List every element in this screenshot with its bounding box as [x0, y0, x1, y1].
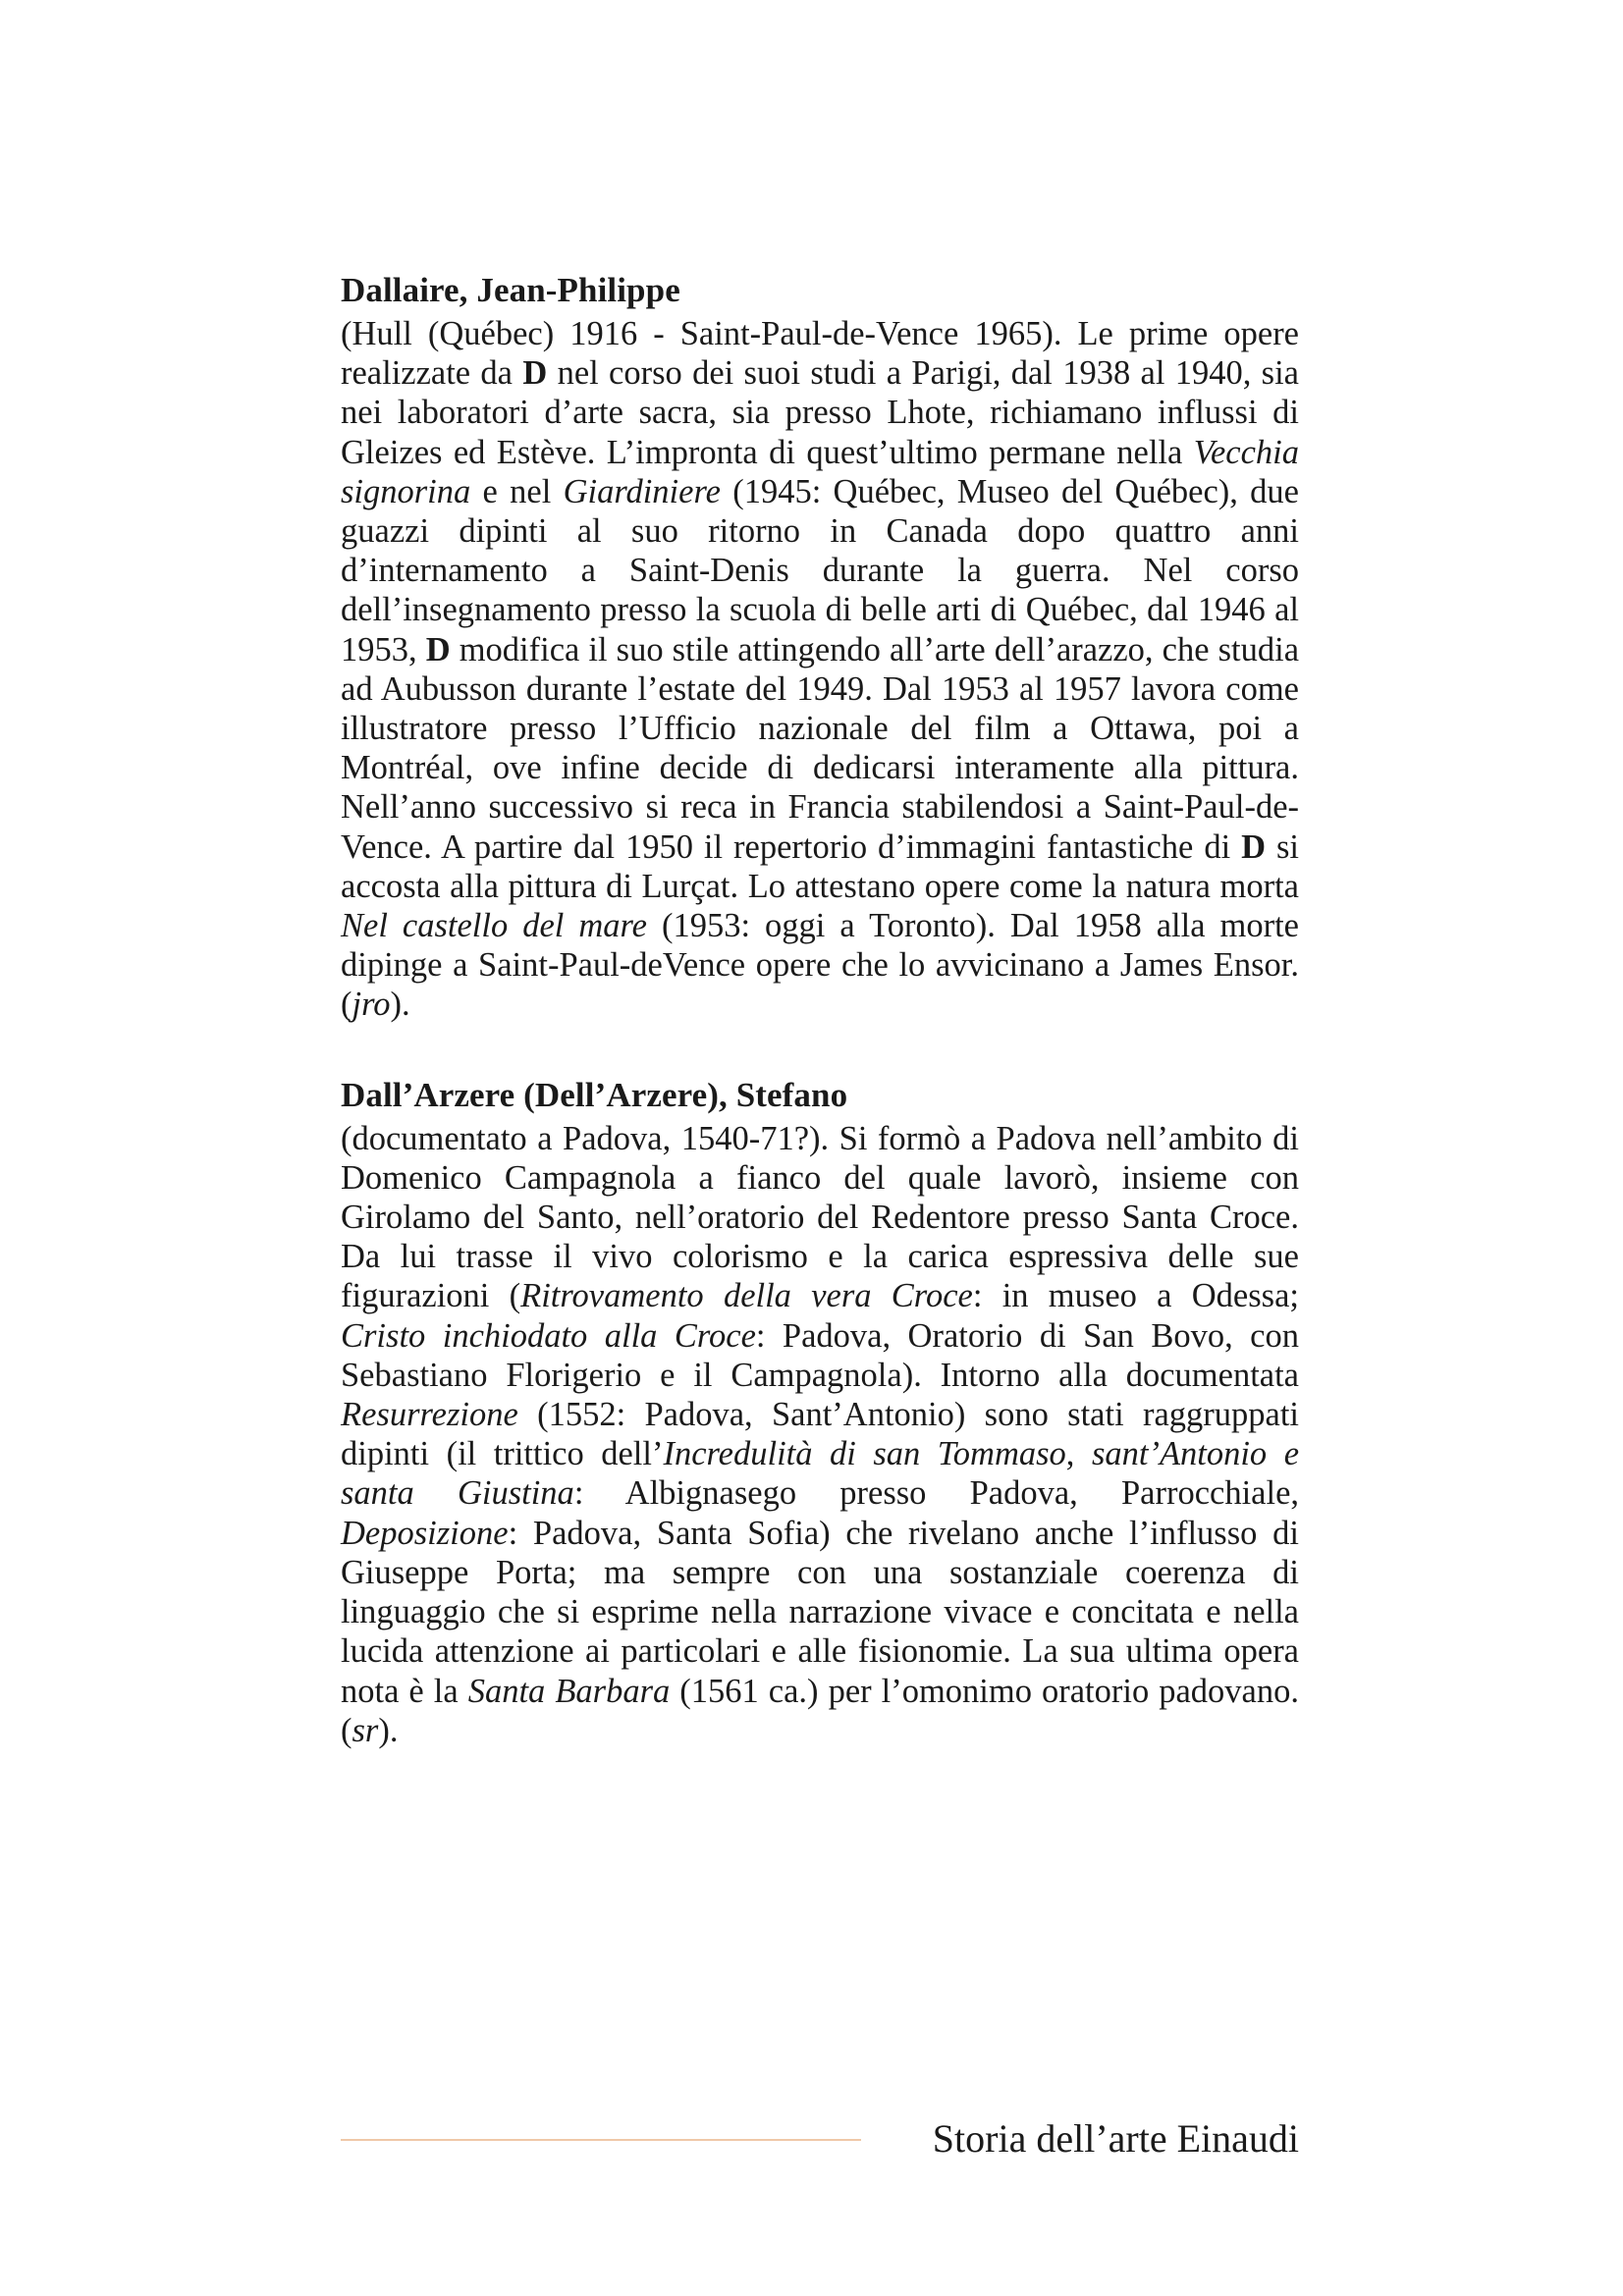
italic-text: Santa Barbara — [467, 1672, 671, 1710]
italic-text: sr — [352, 1711, 379, 1749]
entry-title: Dallaire, Jean-Philippe — [341, 271, 680, 309]
entry-title: Dall’Arzere (Dell’Arzere), Stefano — [341, 1075, 848, 1114]
entry-body — [341, 314, 1299, 1025]
text-run: : in museo a Odessa; — [972, 1277, 1299, 1315]
text-run: ). — [378, 1711, 399, 1749]
text-run: nel corso dei suoi studi a Parigi, dal 1938 al 1940, sia nei laboratori d’arte sacra, sia presso Lhote, richiamano influssi di Gleizes ed Estève. L’impronta di quest’ultimo permane nella — [341, 354, 1299, 471]
page-footer — [341, 2115, 1299, 2164]
text-run: (1552: Padova, Sant’Antonio) sono stati raggruppati dipinti (il trittico dell’ — [341, 1396, 1299, 1473]
text-run: modifica il suo stile attingendo all’arte dell’arazzo, che studia ad Aubusson durante l’estate del 1949. Dal 1953 al 1957 lavora come illustratore presso l’Ufficio nazionale del film a Ottawa, poi a Montréal, ove infine decide di dedicarsi interamente alla pittura. Nell’anno successivo si reca in Francia stabilendosi a Saint-Paul-de-Vence. A partire dal 1950 il repertorio d’immagini fantastiche di — [341, 630, 1300, 866]
bold-text: D — [1241, 828, 1267, 866]
footer-rule — [341, 2139, 861, 2141]
entry-dall-arzere — [341, 1076, 1299, 1750]
italic-text: Cristo inchiodato alla Croce — [341, 1316, 756, 1355]
text-run: , — [1065, 1435, 1092, 1473]
italic-text: Vecchia signorina — [341, 433, 1299, 510]
text-run: (1561 ca.) per l’omonimo oratorio padovano. ( — [341, 1672, 1299, 1749]
text-run: (Hull (Québec) 1916 - Saint-Paul-de-Vence 1965). Le prime opere realizzate da — [341, 315, 1299, 393]
italic-text: Deposizione — [341, 1514, 509, 1552]
italic-text: Nel castello del mare — [341, 907, 647, 945]
italic-text: sant’Antonio e santa Giustina — [341, 1435, 1300, 1513]
entry-dallaire — [341, 271, 1299, 1025]
text-run: : Padova, Oratorio di San Bovo, con Sebastiano Florigerio e il Campagnola). Intorno alla documentata — [341, 1316, 1299, 1394]
text-run: e nel — [470, 472, 564, 510]
text-run: (1945: Québec, Museo del Québec), due guazzi dipinti al suo ritorno in Canada dopo quattro anni d’internamento a Saint-Denis durante la guerra. Nel corso dell’insegnamento presso la scuola di belle arti di Québec, dal 1946 al 1953, — [341, 472, 1299, 668]
italic-text: Giardiniere — [563, 472, 721, 510]
page-content — [341, 271, 1299, 1801]
text-run: : Albignasego presso Padova, Parrocchiale, — [573, 1474, 1300, 1513]
italic-text: Ritrovamento della vera Croce — [520, 1277, 973, 1315]
bold-text: D — [425, 630, 451, 668]
text-run: (1953: oggi a Toronto). Dal 1958 alla morte dipinge a Saint-Paul-deVence opere che lo avvicinano a James Ensor. ( — [341, 907, 1299, 1024]
text-run: ). — [390, 986, 410, 1024]
italic-text: jro — [352, 986, 391, 1024]
text-run: (documentato a Padova, 1540-71?). Si formò a Padova nell’ambito di Domenico Campagnola a fianco del quale lavorò, insieme con Girolamo del Santo, nell’oratorio del Redentore presso Santa Croce. Da lui trasse il vivo colorismo e la carica espressiva delle sue figurazioni ( — [341, 1119, 1299, 1315]
entry-body — [341, 1119, 1299, 1750]
footer-publication-title: Storia dell’arte Einaudi — [932, 2116, 1299, 2161]
italic-text: Incredulità di san Tommaso — [663, 1435, 1066, 1473]
text-run: : Padova, Santa Sofia) che rivelano anche l’influsso di Giuseppe Porta; ma sempre con una sostanziale coerenza di linguaggio che si esprime nella narrazione vivace e concitata e nella lucida attenzione ai particolari e alle fisionomie. La sua ultima opera nota è la — [341, 1514, 1299, 1710]
text-run: si accosta alla pittura di Lurçat. Lo attestano opere come la natura morta — [341, 828, 1299, 905]
bold-text: D — [522, 354, 548, 393]
italic-text: Resurrezione — [341, 1396, 518, 1434]
